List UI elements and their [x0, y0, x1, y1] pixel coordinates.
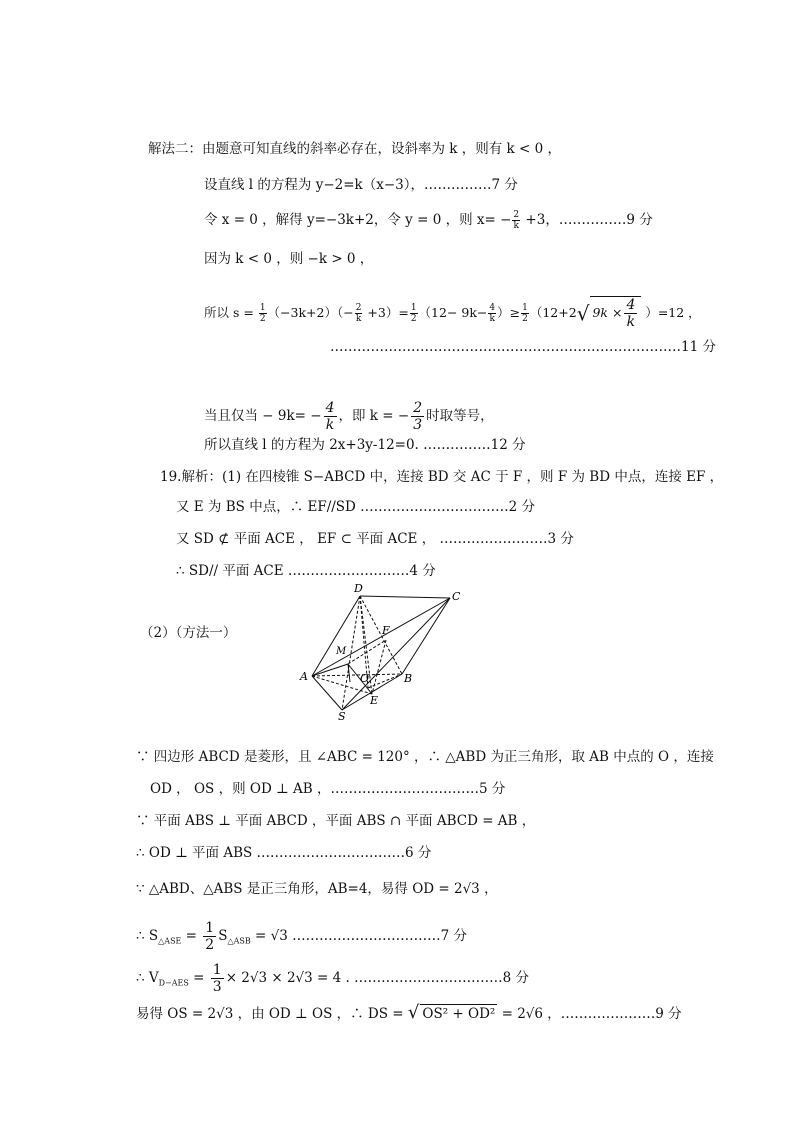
label-C: C [452, 590, 461, 603]
p19-line5: （2）（方法一） [140, 625, 237, 641]
label-A: A [300, 670, 308, 683]
label-O: O [360, 672, 370, 685]
label-F: F [382, 624, 390, 637]
method2-line5: 所以 s = $\frac{1}{2}$ （−3k+2）（− $\frac{2}{k}$ +3）= $\frac{1}{2}$ （12− 9k− $\frac{4}{k}$ ）≥ $\frac{1}{2}$ （12+2√ 9k × $\frac{4}{k}$ ）=12 ， [204, 297, 701, 330]
label-S: S [338, 710, 346, 722]
proof-line4: ∴ OD ⊥ 平面 ABS ……………………………6 分 [136, 845, 432, 861]
proof-line7: ∴ $V_{D-AES}$ = $\frac{1}{3}$ × 2√3 × 2√3 = 4 . ……………………………8 分 [136, 962, 529, 995]
p19-line3: 又 SD ⊄ 平面 ACE ， EF ⊂ 平面 ACE ， ……………………3 分 [176, 531, 574, 547]
proof-line3: ∵ 平面 ABS ⊥ 平面 ABCD ，平面 ABS ∩ 平面 ABCD = AB ， [136, 813, 536, 829]
label-B: B [404, 672, 413, 685]
method2-line4: 因为 k < 0 ，则 −k > 0 ， [204, 251, 374, 267]
label-E: E [370, 694, 379, 707]
method2-line6: ……………………………………………………………………11 分 [330, 339, 716, 355]
p19-line1: 19.解析：(1) 在四棱锥 S−ABCD 中，连接 BD 交 AC 于 F ，则 F 为 BD 中点，连接 EF ， [160, 469, 724, 485]
method2-line1: 解法二：由题意可知直线的斜率必存在，设斜率为 k ，则有 k < 0 ， [148, 141, 562, 157]
method2-line7: 当且仅当 − 9k= − $\frac{4}{k}$ ，即 k = − $\frac{2}{3}$ 时取等号， [204, 400, 494, 433]
proof-line5: ∵ △ABD、△ABS 是正三角形，AB=4，易得 OD = 2√3 ， [136, 881, 498, 897]
method2-line3: 令 x = 0 ，解得 y=−3k+2，令 y = 0 ，则 x= − $\frac{2}{k}$ +3，……………9 分 [204, 210, 653, 231]
method2-line2: 设直线 l 的方程为 y−2=k（x−3），……………7 分 [204, 177, 518, 193]
proof-line6: ∴ $S_{\triangle ASE}$ = $\frac{1}{2}$ $S_{\triangle ASB} = √3$ ……………………………7 分 [136, 920, 468, 953]
proof-line2: OD ， OS ，则 OD ⊥ AB ，……………………………5 分 [150, 781, 506, 797]
proof-line1: ∵ 四边形 ABCD 是菱形，且 ∠ABC = 120° ，∴ △ABD 为正三角形，取 AB 中点的 O ，连接 [136, 749, 714, 765]
pyramid-figure [290, 582, 470, 722]
p19-line4: ∴ SD// 平面 ACE ………………………4 分 [176, 563, 436, 579]
label-M: M [336, 646, 347, 657]
proof-line8: 易得 OS = 2√3 ，由 OD ⊥ OS ，∴ DS = √ OS² + OD² = 2√6 ，…………………9 分 [136, 1002, 682, 1023]
p19-line2: 又 E 为 BS 中点，∴ EF//SD ……………………………2 分 [176, 499, 536, 515]
method2-line8: 所以直线 l 的方程为 2x+3y-12=0. ……………12 分 [204, 437, 526, 453]
label-D: D [354, 582, 363, 595]
